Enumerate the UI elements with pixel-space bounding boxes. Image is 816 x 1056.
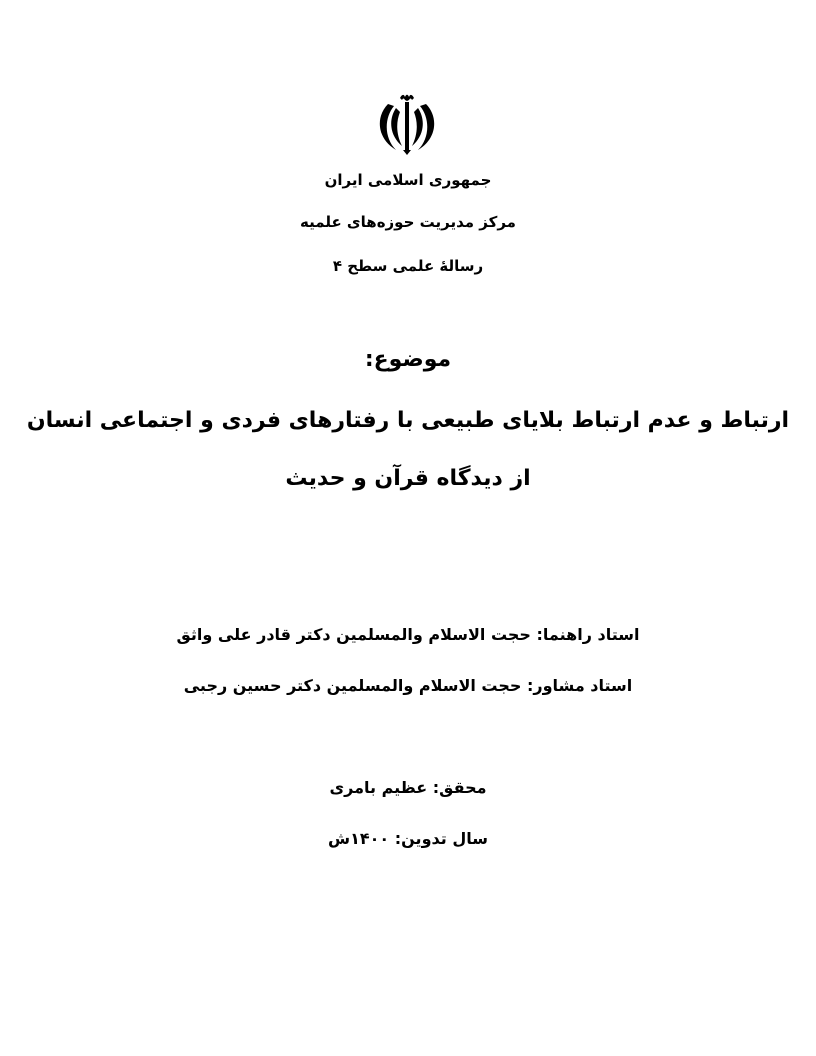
organization-name: مرکز مدیریت حوزه‌های علمیه: [300, 213, 516, 231]
supervisor-line: استاد راهنما: حجت الاسلام والمسلمین دکتر قادر علی واثق: [176, 625, 640, 644]
consultant-line: استاد مشاور: حجت الاسلام والمسلمین دکتر حسین رجبی: [183, 676, 633, 695]
iran-emblem-icon: [374, 94, 440, 156]
thesis-title-line-2: از دیدگاه قرآن و حدیث: [285, 466, 531, 491]
thesis-level: رسالۀ علمی سطح ۴: [332, 257, 484, 275]
country-name: جمهوری اسلامی ایران: [324, 171, 492, 189]
year-line: سال تدوین: ۱۴۰۰ش: [328, 829, 488, 848]
thesis-title-line-1: ارتباط و عدم ارتباط بلایای طبیعی با رفتارهای فردی و اجتماعی انسان: [26, 408, 790, 433]
subject-label: موضوع:: [364, 347, 452, 372]
researcher-line: محقق: عظیم بامری: [329, 778, 487, 797]
